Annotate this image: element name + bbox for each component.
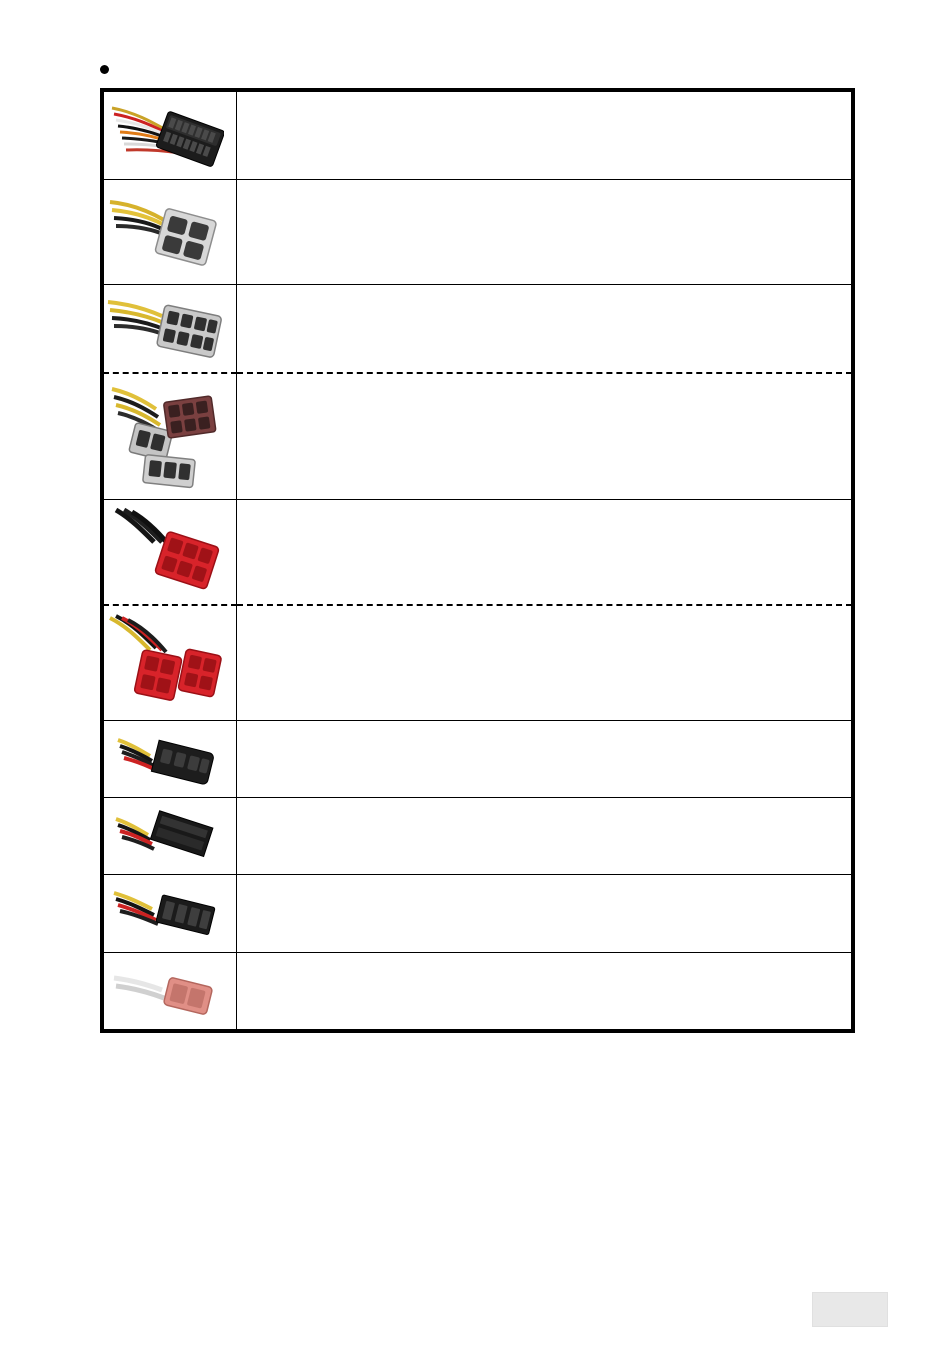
connector-description-cell bbox=[237, 373, 852, 500]
connector-image-cell bbox=[104, 284, 237, 373]
connector-description-cell bbox=[237, 798, 852, 875]
connector-image-cell bbox=[104, 500, 237, 605]
connector-description-cell bbox=[237, 180, 852, 284]
connector-image-cell bbox=[104, 373, 237, 500]
connector-image-cell bbox=[104, 720, 237, 797]
connector-image-cell bbox=[104, 798, 237, 875]
page-number-box bbox=[812, 1292, 888, 1327]
connector-table bbox=[103, 91, 852, 1030]
connector-table-frame bbox=[100, 88, 855, 1033]
table-row bbox=[104, 373, 852, 500]
connector-description-cell bbox=[237, 720, 852, 797]
table-row bbox=[104, 798, 852, 875]
table-row bbox=[104, 720, 852, 797]
eps-8pin-12v-cpu-connector-icon bbox=[104, 288, 236, 368]
connector-image-cell bbox=[104, 875, 237, 952]
connector-description-cell bbox=[237, 952, 852, 1029]
table-row bbox=[104, 180, 852, 284]
connector-image-cell bbox=[104, 92, 237, 180]
connector-description-cell bbox=[237, 875, 852, 952]
atx-4pin-12v-cpu-connector-icon bbox=[104, 184, 236, 279]
table-row bbox=[104, 92, 852, 180]
connector-image-cell bbox=[104, 180, 237, 284]
table-row bbox=[104, 284, 852, 373]
connector-image-cell bbox=[104, 952, 237, 1029]
molex-4pin-peripheral-connector-icon bbox=[104, 724, 236, 794]
connector-description-cell bbox=[237, 605, 852, 721]
table-row bbox=[104, 952, 852, 1029]
floppy-berg-4pin-connector-icon bbox=[104, 879, 236, 949]
table-row bbox=[104, 500, 852, 605]
table-row bbox=[104, 875, 852, 952]
red-dual-modular-connector-icon bbox=[104, 610, 236, 715]
bullet-heading bbox=[100, 58, 860, 80]
pcie-6pin-plus-2pin-connector-icon bbox=[104, 379, 236, 494]
bullet-point-icon bbox=[100, 65, 109, 74]
fan-monitor-2pin-connector-icon bbox=[104, 956, 236, 1026]
connector-image-cell bbox=[104, 605, 237, 721]
connector-description-cell bbox=[237, 92, 852, 180]
atx-24pin-motherboard-connector-icon bbox=[104, 96, 236, 176]
table-row bbox=[104, 605, 852, 721]
connector-description-cell bbox=[237, 284, 852, 373]
sata-power-connector-icon bbox=[104, 801, 236, 871]
red-6pin-modular-connector-icon bbox=[104, 504, 236, 599]
connector-description-cell bbox=[237, 500, 852, 605]
